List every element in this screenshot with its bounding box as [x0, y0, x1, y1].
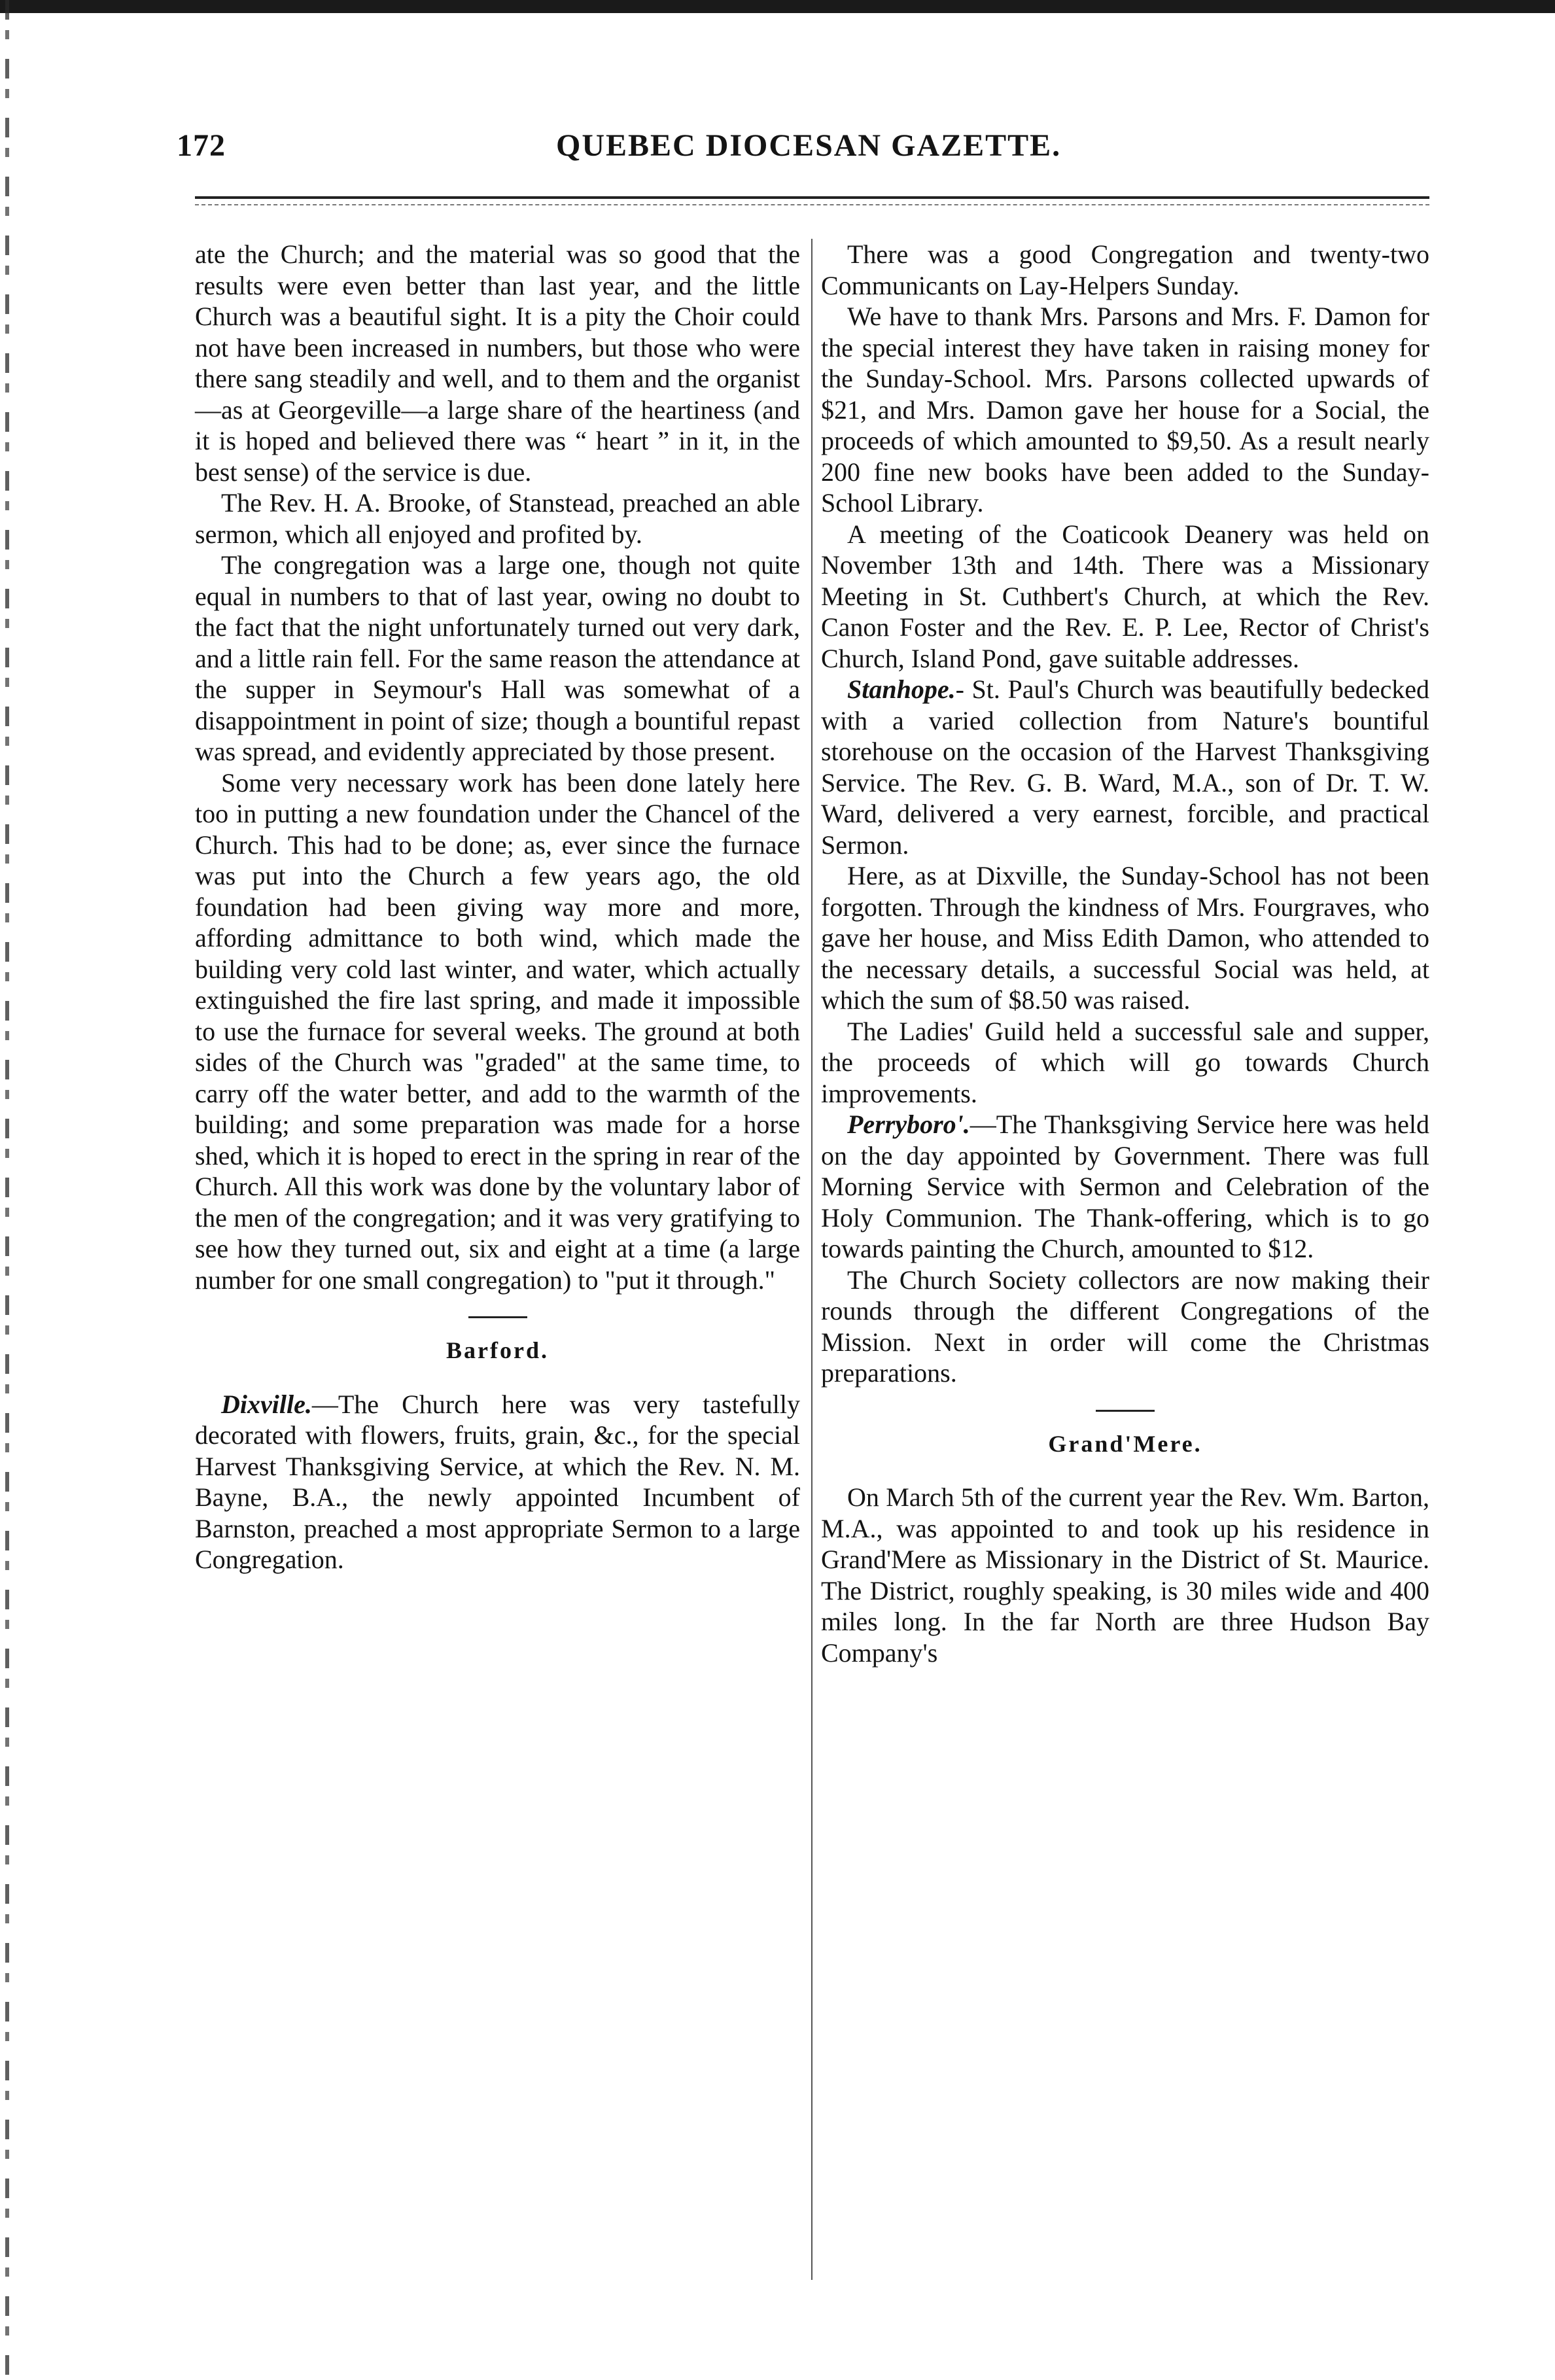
place-name: Stanhope. — [847, 674, 956, 704]
paragraph-text: —The Thanksgiving Service here was held on the day appointed by Government. There was full Morning Service with Sermon and Celebration of the Holy Communion. The Thank-offering, which is to go towards painting the Church, amounted to $12. — [821, 1110, 1429, 1263]
paragraph: The congregation was a large one, though not quite equal in numbers to that of last year, owing no doubt to the fact that the night unfortunately turned out very dark, and a little rain fell. For the same reason the attendance at the supper in Seymour's Hall was somewhat of a disappointment in point of size; though a bountiful repast was spread, and evidently appreciated by those present. — [195, 550, 800, 766]
place-name: Dixville. — [221, 1389, 312, 1419]
left-column — [195, 239, 800, 1575]
right-column — [821, 239, 1429, 1668]
paragraph: There was a good Congregation and twenty-two Communicants on Lay-Helpers Sunday. — [821, 239, 1429, 300]
paragraph: The Ladies' Guild held a successful sale and supper, the proceeds of which will go towards Church improvements. — [821, 1016, 1429, 1108]
page-header — [0, 128, 1555, 180]
header-rule-secondary — [195, 204, 1429, 205]
paragraph: On March 5th of the current year the Rev. Wm. Barton, M.A., was appointed to and took up his residence in Grand'Mere as Missionary in the District of St. Maurice. The District, roughly speaking, is 30 miles wide and 400 miles long. In the far North are three Hudson Bay Company's — [821, 1482, 1429, 1668]
paragraph-text: - St. Paul's Church was beautifully bedecked with a varied collection from Nature's bountiful storehouse on the occasion of the Harvest Thanksgiving Service. The Rev. G. B. Ward, M.A., son of Dr. T. W. Ward, delivered a very earnest, forcible, and practical Sermon. — [821, 674, 1429, 860]
running-title: QUEBEC DIOCESAN GAZETTE. — [556, 128, 1062, 163]
section-heading-grandmere: Grand'Mere. — [821, 1410, 1429, 1460]
section-heading-barford: Barford. — [195, 1316, 800, 1367]
paragraph: The Church Society collectors are now making their rounds through the different Congregations of the Mission. Next in order will come the Christmas preparations. — [821, 1265, 1429, 1388]
page-number: 172 — [177, 128, 226, 163]
page-top-border — [0, 0, 1555, 13]
paragraph: Here, as at Dixville, the Sunday-School has not been forgotten. Through the kindness of Mrs. Fourgraves, who gave her house, and Miss Edith Damon, who attended to the necessary details, a successful Social was held, at which the sum of $8.50 was raised. — [821, 861, 1429, 1015]
paragraph: We have to thank Mrs. Parsons and Mrs. F. Damon for the special interest they have taken in raising money for the Sunday-School. Mrs. Parsons collected upwards of $21, and Mrs. Damon gave her house for a Social, the proceeds of which amounted to $9,50. As a result nearly 200 fine new books have been added to the Sunday-School Library. — [821, 302, 1429, 517]
paragraph: Some very necessary work has been done lately here too in putting a new foundation under the Chancel of the Church. This had to be done; as, ever since the furnace was put into the Church a few years ago, the old foundation had been giving way more and more, affording admittance to both wind, which made the building very cold last winter, and water, which actually extinguished the fire last spring, and made it impossible to use the furnace for several weeks. The ground at both sides of the Church was "graded" at the same time, to carry off the water better, and add to the warmth of the building; and some preparation was made for a horse shed, which it is hoped to erect in the spring in rear of the Church. All this work was done by the voluntary labor of the men of the congregation; and it was very gratifying to see how they turned out, six and eight at a time (a large number for one small congregation) to "put it through." — [195, 767, 800, 1295]
paragraph-text: —The Church here was very tastefully decorated with flowers, fruits, grain, &c., for the special Harvest Thanksgiving Service, at which the Rev. N. M. Bayne, B.A., the newly appointed Incumbent of Barnston, preached a most appropriate Sermon to a large Congregation. — [195, 1389, 800, 1574]
paragraph-stanhope — [821, 674, 1429, 860]
column-divider — [811, 239, 812, 2280]
paragraph: The Rev. H. A. Brooke, of Stanstead, preached an able sermon, which all enjoyed and profited by. — [195, 488, 800, 549]
header-rule — [195, 196, 1429, 199]
paragraph-perryboro — [821, 1109, 1429, 1265]
place-name: Perryboro'. — [847, 1110, 970, 1139]
page-binding-edge — [5, 0, 9, 2380]
paragraph-dixville — [195, 1389, 800, 1575]
paragraph: ate the Church; and the material was so good that the results were even better than last year, and the little Church was a beautiful sight. It is a pity the Choir could not have been increased in numbers, but those who were there sang steadily and well, and to them and the organist—as at Georgeville—a large share of the heartiness (and it is hoped and believed there was “ heart ” in it, in the best sense) of the service is due. — [195, 239, 800, 487]
paragraph: A meeting of the Coaticook Deanery was held on November 13th and 14th. There was a Missionary Meeting in St. Cuthbert's Church, at which the Rev. Canon Foster and the Rev. E. P. Lee, Rector of Christ's Church, Island Pond, gave suitable addresses. — [821, 519, 1429, 673]
